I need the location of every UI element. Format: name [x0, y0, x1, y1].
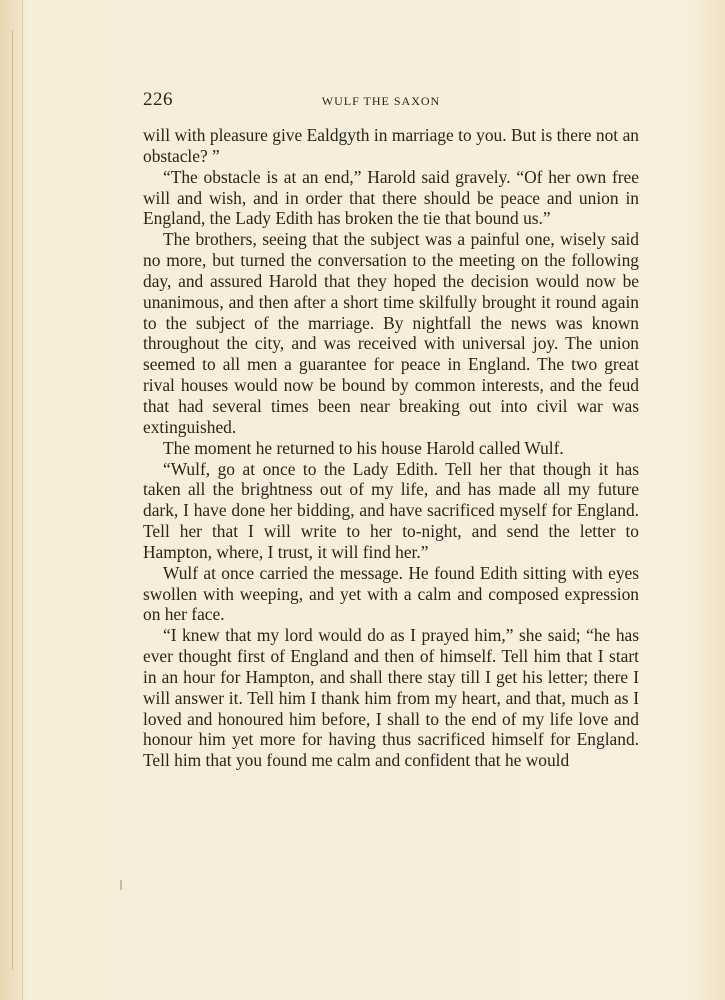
paragraph: The brothers, seeing that the subject was a painful one, wisely said no more, but turned the conversation to the meeting on the following day, and assured Harold that they hoped the decision would now be unanimous, and then after a short time skilfully brought it round again to the subject of the marriage. By nightfall the news was known throughout the city, and was received with universal joy. The union seemed to all men a guarantee for peace in England. The two great rival houses would now be bound by common interests, and the feud that had several times been near breaking out into civil war was extinguished.: [143, 229, 639, 437]
paragraph: “Wulf, go at once to the Lady Edith. Tell her that though it has taken all the brightness out of my life, and has made all my future dark, I have done her bidding, and have sacrificed myself for England. Tell her that I will write to her to-night, and send the letter to Hampton, where, I trust, it will find her.”: [143, 458, 639, 562]
paragraph: “The obstacle is at an end,” Harold said gravely. “Of her own free will and wish, and in order that there should be peace and union in England, the Lady Edith has broken the tie that bound us.”: [143, 166, 639, 229]
paragraph: will with pleasure give Ealdgyth in marriage to you. But is there not an obstacle? ”: [143, 125, 639, 166]
page-header: [143, 89, 639, 113]
running-head: WULF THE SAXON: [321, 94, 441, 108]
paragraph: The moment he returned to his house Harold called Wulf.: [163, 437, 564, 458]
paragraph: Wulf at once carried the message. He found Edith sitting with eyes swollen with weeping, and yet with a calm and composed expression on her face.: [143, 562, 639, 625]
paragraph: “I knew that my lord would do as I prayed him,” she said; “he has ever thought first of England and then of himself. Tell him that I start in an hour for Hampton, and shall there stay till I get his letter; there I will answer it. Tell him I thank him from my heart, and that, much as I loved and honoured him before, I shall to the end of my life love and honour him yet more for having thus sacrificed himself for England. Tell him that you found me calm and confident that he would: [143, 625, 639, 771]
body-text: [143, 125, 639, 771]
scan-mark: [120, 880, 122, 890]
page-gutter: [0, 0, 23, 1000]
page-number: 226: [143, 89, 173, 110]
